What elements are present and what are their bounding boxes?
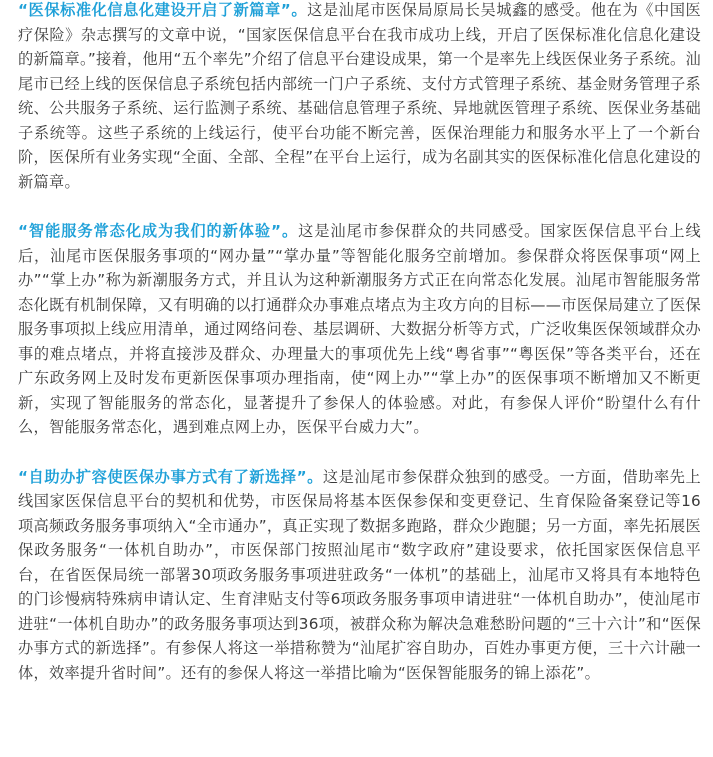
paragraph-2-text: 这是汕尾市参保群众的共同感受。国家医保信息平台上线后，汕尾市医保服务事项的“网办量”“掌办量”等智能化服务空前增加。参保群众将医保事项“网上办”“掌上办”称为新潮服务方式，并且认为这种新潮服务方式正在向常态化发展。汕尾市智能服务常态化既有机制保障，又有明确的以打通群众办事难点堵点为主攻方向的目标——市医保局建立了医保服务事项拟上线应用清单，通过网络问卷、基层调研、大数据分析等方式，广泛收集医保领域群众办事的难点堵点，并将直接涉及群众、办理量大的事项优先上线“粤省事”“粤医保”等各类平台，还在广东政务网上及时发布更新医保事项办理指南，使“网上办”“掌上办”的医保事项不断增加又不断更新，实现了智能服务的常态化，显著提升了参保人的体验感。对此，有参保人评价“盼望什么有什么，智能服务常态化，遇到难点网上办，医保平台威力大”。: [18, 222, 701, 436]
paragraph-2-lead: “智能服务常态化成为我们的新体验”。: [18, 222, 299, 240]
paragraph-2: [18, 219, 701, 440]
paragraph-1-text: 这是汕尾市医保局原局长吴城鑫的感受。他在为《中国医疗保险》杂志撰写的文章中说，“国家医保信息平台在我市成功上线，开启了医保标准化信息化建设的新篇章。”接着，他用“五个率先”介绍了信息平台建设成果，第一个是率先上线医保业务子系统。汕尾市已经上线的医保信息子系统包括内部统一门户子系统、支付方式管理子系统、基金财务管理子系统、公共服务子系统、运行监测子系统、基础信息管理子系统、异地就医管理子系统、医保业务基础子系统等。这些子系统的上线运行，使平台功能不断完善，医保治理能力和服务水平上了一个新台阶，医保所有业务实现“全面、全部、全程”在平台上运行，成为名副其实的医保标准化信息化建设的新篇章。: [18, 1, 701, 191]
paragraph-3-lead: “自助办扩容使医保办事方式有了新选择”。: [18, 467, 323, 486]
paragraph-3: [18, 465, 701, 686]
paragraph-1: [18, 0, 701, 194]
paragraph-3-text: 这是汕尾市参保群众独到的感受。一方面，借助率先上线国家医保信息平台的契机和优势，市医保局将基本医保参保和变更登记、生育保险备案登记等16项高频政务服务事项纳入“全市通办”，真正实现了数据多跑路，群众少跑腿；另一方面，率先拓展医保政务服务“一体机自助办”，市医保部门按照汕尾市“数字政府”建设要求，依托国家医保信息平台，在省医保局统一部署30项政务服务事项进驻政务“一体机”的基础上，汕尾市又将具有本地特色的门诊慢病特殊病申请认定、生育津贴支付等6项政务服务事项申请进驻“一体机自助办”，使汕尾市进驻“一体机自助办”的政务服务事项达到36项，被群众称为解决急难愁盼问题的“三十六计”和“医保办事方式的新选择”。有参保人将这一举措称赞为“汕尾扩容自助办，百姓办事更方便，三十六计融一体，效率提升省时间”。还有的参保人将这一举措比喻为“医保智能服务的锦上添花”。: [18, 467, 701, 682]
paragraph-1-lead: “医保标准化信息化建设开启了新篇章”。: [18, 1, 308, 19]
